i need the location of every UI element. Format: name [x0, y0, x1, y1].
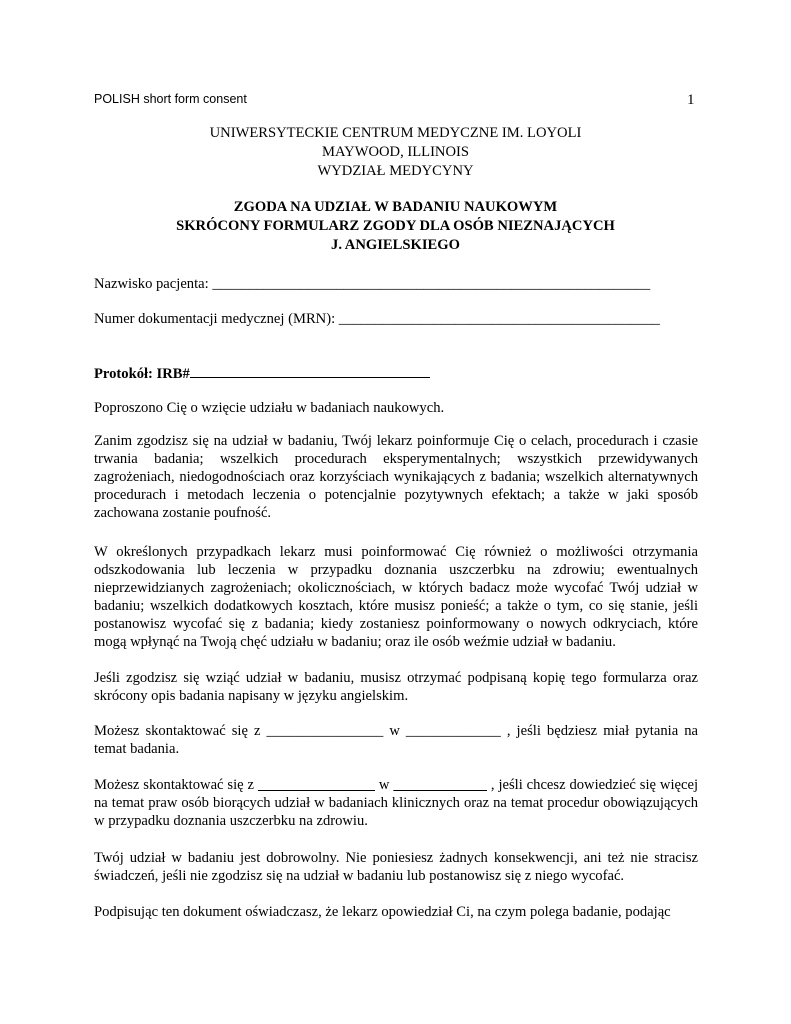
intro-paragraph: Poproszono Cię o wzięcie udziału w badaniach naukowych. — [94, 400, 445, 416]
rights-contact-phone-blank[interactable] — [393, 777, 487, 793]
protocol-label: Protokół: IRB# — [94, 366, 190, 382]
additional-info-paragraph: W określonych przypadkach lekarz musi poinformować Cię również o możliwości otrzymania odszkodowania lub leczenia w przypadku doznania uszczerbku na zdrowiu; ewentualnych nieprzewidzianych zagrożeniach; okolicznościach, w których badacz może wycofać Twój udział w badaniu; wszelkich dodatkowych kosztach, które musisz ponieść; a także o tym, co się stanie, jeśli postanowisz wycofać się z badania; kiedy zostaniesz poinformowany o nowych odkryciach, które mogą wpłynąć na Twoją chęć udziału w badaniu; oraz ile osób weźmie udział w badaniu. — [94, 544, 698, 651]
protocol-irb-field[interactable] — [94, 364, 430, 383]
rights-contact-text-mid: w — [375, 777, 394, 793]
form-title — [0, 198, 791, 255]
page-number: 1 — [687, 92, 695, 108]
disclosure-paragraph: Zanim zgodzisz się na udział w badaniu, Twój lekarz poinformuje Cię o celach, procedurach i czasie trwania badania; wszelkich procedurach eksperymentalnych; wszystkich przewidywanych zagrożeniach, niedogodnościach oraz korzyściach wynikających z badania; wszelkich alternatywnych procedurach i metodach leczenia o potencjalnie pozytywnych efektach; a także w jaki sposób zachowana zostanie poufność. — [94, 433, 698, 522]
study-contact-paragraph: Możesz skontaktować się z ________________ w _____________ , jeśli będziesz miał pytania na temat badania. — [94, 723, 698, 758]
voluntary-participation-paragraph: Twój udział w badaniu jest dobrowolny. Nie poniesiesz żadnych konsekwencji, ani też nie stracisz świadczeń, jeśli nie zgodzisz się na udział w badaniu lub postanowisz się z niego wycofać. — [94, 850, 698, 885]
institution-block — [0, 124, 791, 181]
institution-department: WYDZIAŁ MEDYCYNY — [317, 163, 474, 179]
form-title-line-3: J. ANGIELSKIEGO — [331, 237, 460, 253]
mrn-field[interactable]: Numer dokumentacji medycznej (MRN): ____________________________________________ — [94, 311, 660, 327]
signed-copy-paragraph: Jeśli zgodzisz się wziąć udział w badaniu, musisz otrzymać podpisaną kopię tego formularza oraz skrócony opis badania napisany w języku angielskim. — [94, 670, 698, 705]
rights-contact-text-start: Możesz skontaktować się z — [94, 777, 258, 793]
patient-name-field[interactable]: Nazwisko pacjenta: ____________________________________________________________ — [94, 276, 651, 292]
header-label: POLISH short form consent — [94, 92, 247, 106]
institution-name: UNIWERSYTECKIE CENTRUM MEDYCZNE IM. LOYOLI — [209, 125, 582, 141]
form-title-line-1: ZGODA NA UDZIAŁ W BADANIU NAUKOWYM — [233, 199, 558, 215]
rights-contact-paragraph — [94, 776, 698, 830]
irb-number-blank[interactable] — [190, 364, 430, 378]
rights-contact-name-blank[interactable] — [258, 777, 375, 793]
signature-statement-paragraph: Podpisując ten dokument oświadczasz, że lekarz opowiedział Ci, na czym polega badanie, podając — [94, 904, 671, 920]
institution-location: MAYWOOD, ILLINOIS — [321, 144, 469, 160]
rights-contact-text-end: , jeśli chcesz dowiedzieć się więcej na temat praw osób biorących udział w badaniach klinicznych oraz na temat procedur obowiązujących w przypadku doznania uszczerbku na zdrowiu. — [94, 777, 699, 830]
form-title-line-2: SKRÓCONY FORMULARZ ZGODY DLA OSÓB NIEZNAJĄCYCH — [176, 218, 615, 234]
